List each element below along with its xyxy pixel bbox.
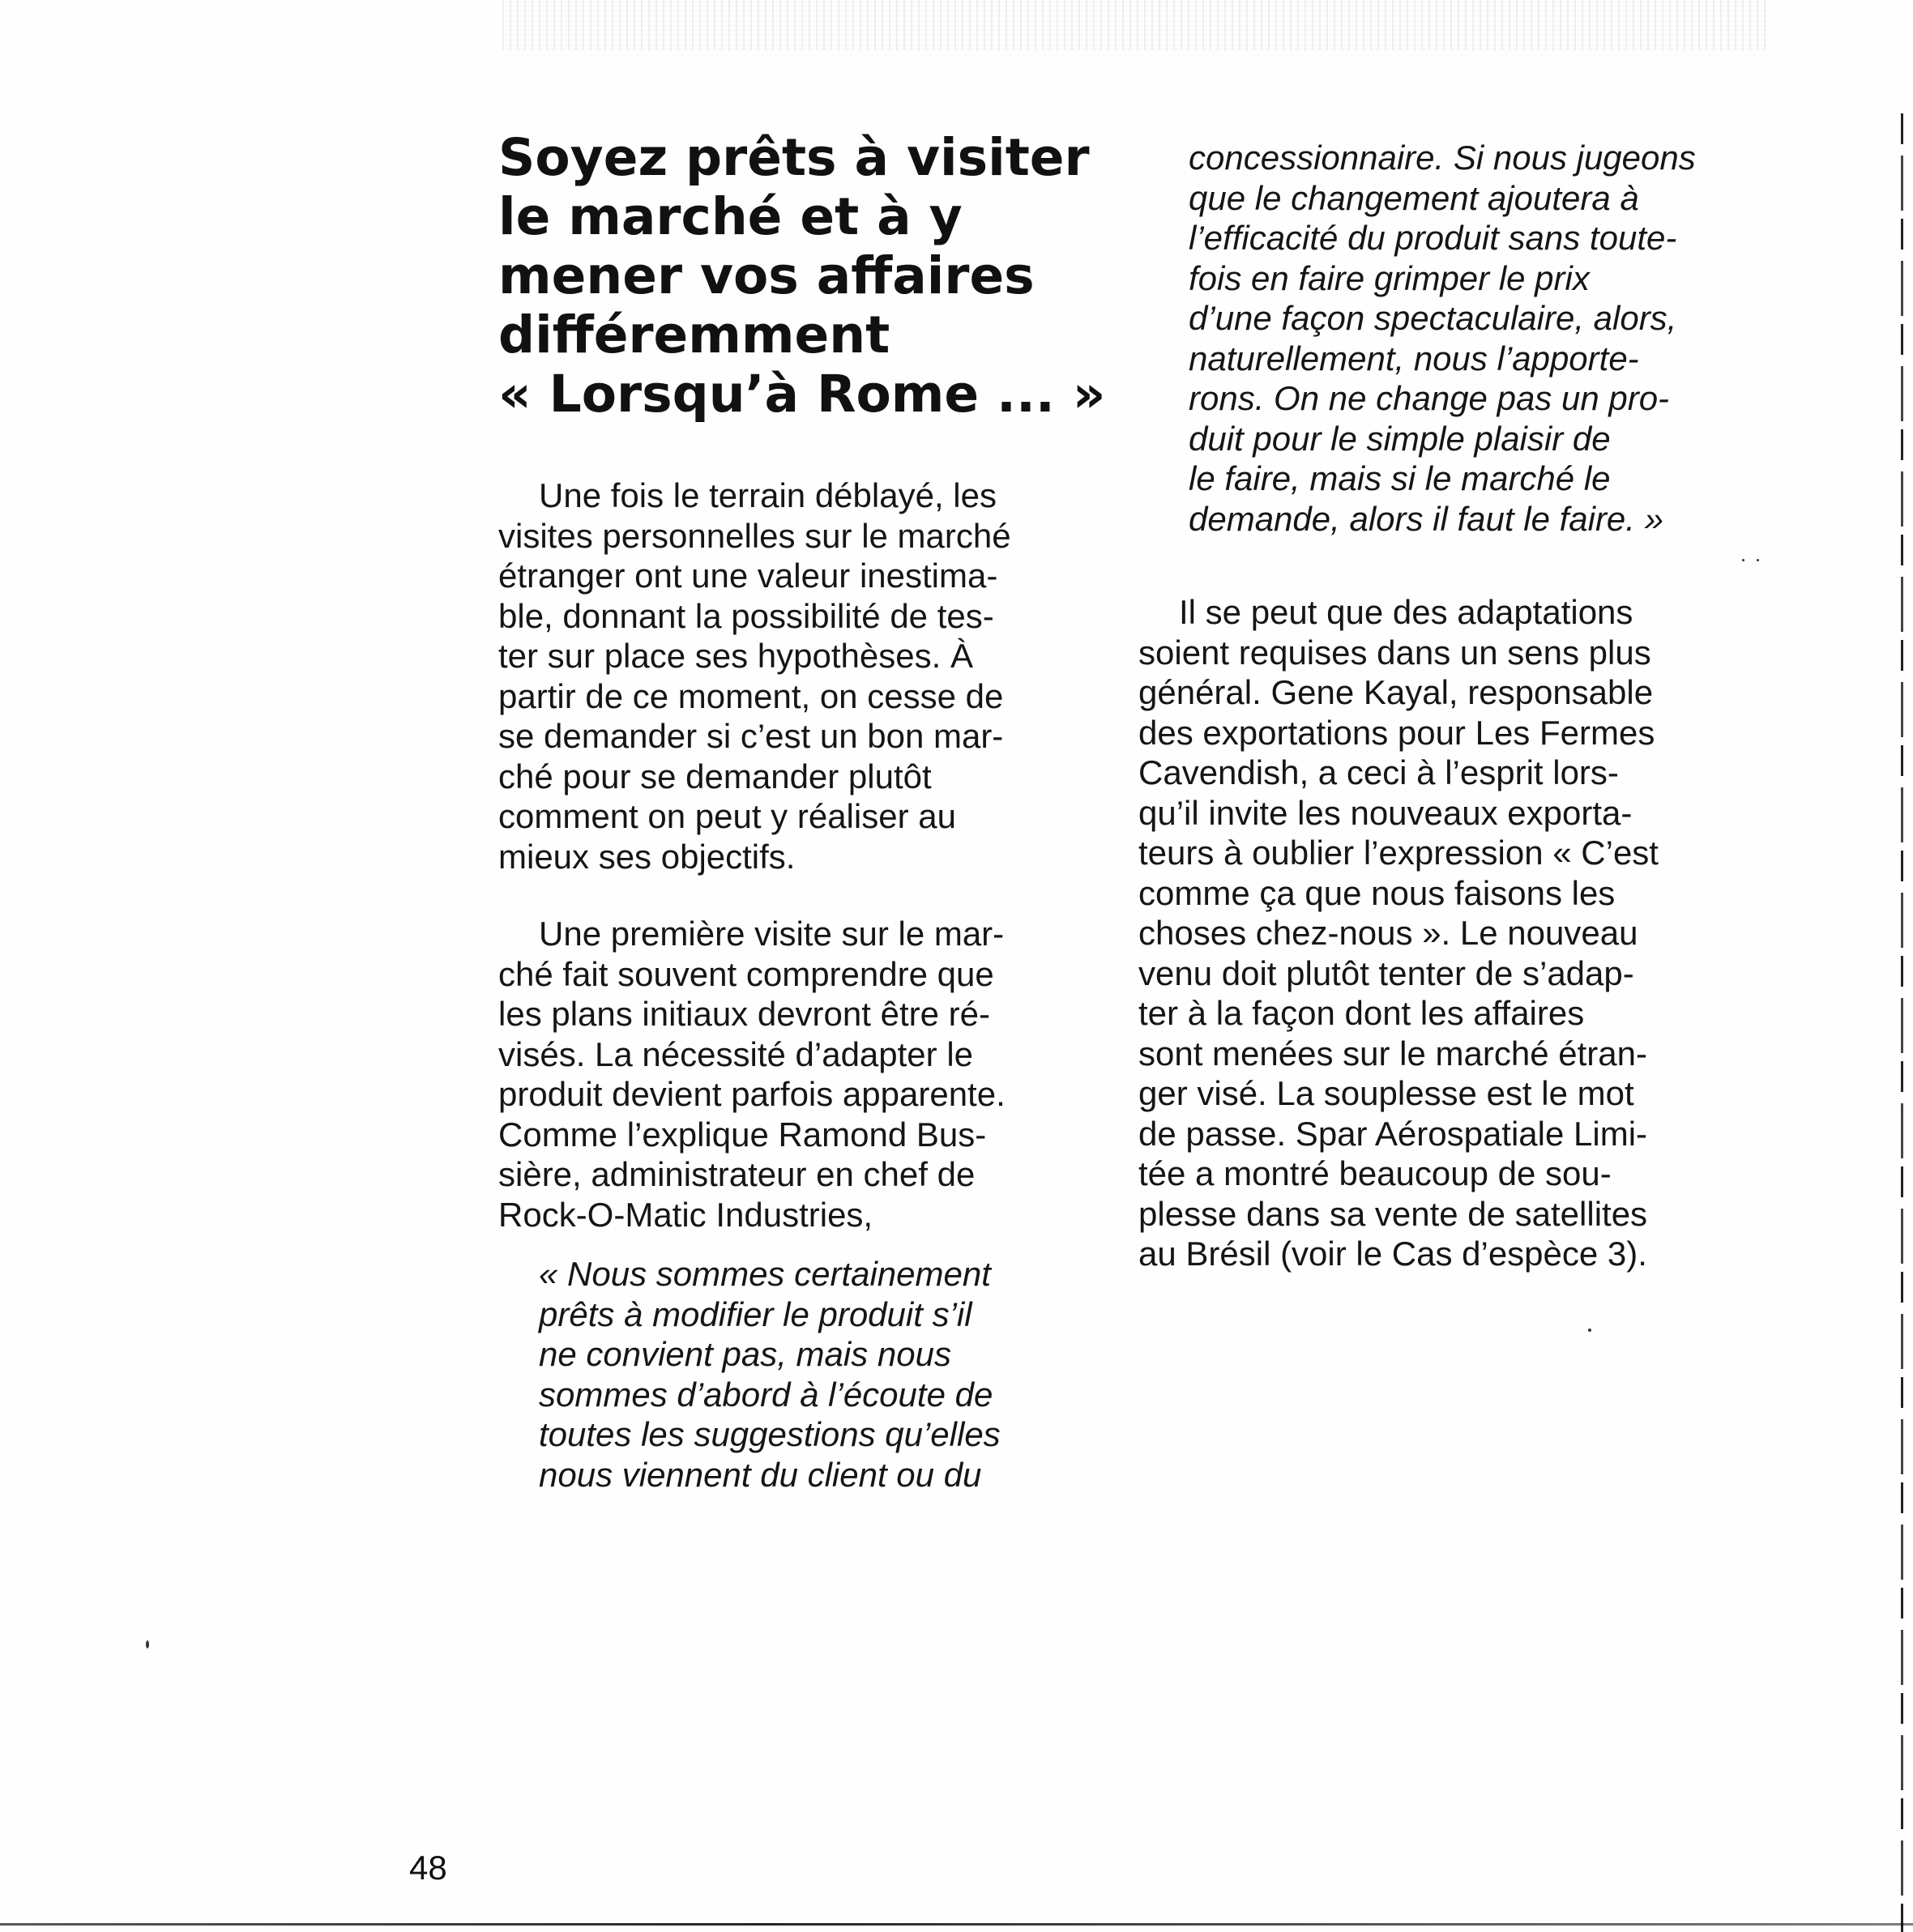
paragraph-line: sière, administrateur en chef de <box>498 1155 976 1193</box>
paragraph-line: ger visé. La souplesse est le mot <box>1138 1074 1634 1112</box>
scan-edge-bottom <box>0 1923 1913 1926</box>
quote-line: l’efficacité du produit sans toute- <box>1189 219 1677 257</box>
quote-line: rons. On ne change pas un pro- <box>1189 379 1670 417</box>
paragraph-line: des exportations pour Les Fermes <box>1138 713 1655 752</box>
paragraph-line: ter à la façon dont les affaires <box>1138 994 1585 1032</box>
quote-line: ne convient pas, mais nous <box>539 1335 951 1373</box>
quote-line: demande, alors il faut le faire. » <box>1189 499 1663 538</box>
paragraph-line: comme ça que nous faisons les <box>1138 873 1616 912</box>
headline-line: mener vos affaires <box>498 246 1035 305</box>
paragraph-line: ché pour se demander plutôt <box>498 757 932 795</box>
paragraph-line: ble, donnant la possibilité de tes- <box>498 596 994 635</box>
paragraph-line: plesse dans sa vente de satellites <box>1138 1194 1648 1233</box>
paragraph-line: se demander si c’est un bon mar- <box>498 717 1004 755</box>
headline-line: Soyez prêts à visiter <box>498 128 1090 187</box>
paragraph-line: ter sur place ses hypothèses. À <box>498 637 973 675</box>
paragraph-line: Cavendish, a ceci à l’esprit lors- <box>1138 753 1619 791</box>
quote-line: toutes les suggestions qu’elles <box>539 1415 1001 1453</box>
paragraph-line: qu’il invite les nouveaux exporta- <box>1138 793 1633 832</box>
paragraph-line: produit devient parfois apparente. <box>498 1075 1006 1113</box>
article-headline <box>498 128 1106 424</box>
quote-line: « Nous sommes certainement <box>539 1255 991 1293</box>
headline-line: différemment <box>498 305 890 365</box>
scan-speck <box>1588 1329 1591 1332</box>
quote-line: concessionnaire. Si nous jugeons <box>1189 139 1696 177</box>
paragraph-1 <box>498 476 1098 876</box>
paragraph-line: Comme l’explique Ramond Bus- <box>498 1115 987 1154</box>
paragraph-line: mieux ses objectifs. <box>498 837 796 876</box>
paragraph-line: les plans initiaux devront être ré- <box>498 995 990 1033</box>
paragraph-line: au Brésil (voir le Cas d’espèce 3). <box>1138 1235 1647 1273</box>
quote-line: nous viennent du client ou du <box>539 1455 982 1494</box>
headline-line: le marché et à y <box>498 187 963 246</box>
paragraph-line: Rock-O-Matic Industries, <box>498 1195 873 1234</box>
paragraph-line: général. Gene Kayal, responsable <box>1138 673 1654 711</box>
paragraph-line: sont menées sur le marché étran- <box>1138 1034 1647 1073</box>
headline-line: « Lorsqu’à Rome ... » <box>498 365 1106 424</box>
quote-line: naturellement, nous l’apporte- <box>1189 339 1639 377</box>
quote-line: que le changement ajoutera à <box>1189 178 1639 217</box>
paragraph-line: ché fait souvent comprendre que <box>498 954 994 993</box>
paragraph-line: Une fois le terrain déblayé, les <box>539 476 997 514</box>
scan-speck <box>146 1640 149 1648</box>
paragraph-line: venu doit plutôt tenter de s’adap- <box>1138 953 1634 992</box>
paragraph-3 <box>1138 592 1778 1274</box>
right-column <box>1138 138 1778 1274</box>
paragraph-line: partir de ce moment, on cesse de <box>498 676 1004 715</box>
left-column <box>498 128 1106 1495</box>
quote-line: duit pour le simple plaisir de <box>1189 419 1611 458</box>
paragraph-line: Il se peut que des adaptations <box>1179 593 1633 631</box>
quote-line: d’une façon spectaculaire, alors, <box>1189 299 1677 337</box>
page-number: 48 <box>409 1849 447 1887</box>
paragraph-line: de passe. Spar Aérospatiale Limi- <box>1138 1114 1648 1153</box>
paragraph-line: visés. La nécessité d’adapter le <box>498 1034 974 1073</box>
scan-edge-right <box>1901 113 1903 1932</box>
paragraph-line: choses chez-nous ». Le nouveau <box>1138 914 1638 952</box>
quote-line: fois en faire grimper le prix <box>1189 258 1590 297</box>
quote-line: le faire, mais si le marché le <box>1189 459 1611 497</box>
quote-right <box>1138 138 1778 539</box>
quote-line: sommes d’abord à l’écoute de <box>539 1375 993 1414</box>
quote-left <box>498 1254 1098 1495</box>
paragraph-line: soient requises dans un sens plus <box>1138 633 1651 672</box>
scan-noise-top <box>502 0 1766 50</box>
paragraph-line: tée a montré beaucoup de sou- <box>1138 1154 1612 1192</box>
quote-line: prêts à modifier le produit s’il <box>539 1294 972 1333</box>
paragraph-line: Une première visite sur le mar- <box>539 915 1005 953</box>
paragraph-line: teurs à oublier l’expression « C’est <box>1138 834 1659 872</box>
paragraph-line: comment on peut y réaliser au <box>498 797 956 835</box>
paragraph-line: étranger ont une valeur inestima- <box>498 557 998 595</box>
paragraph-line: visites personnelles sur le marché <box>498 516 1011 555</box>
paragraph-2 <box>498 914 1098 1235</box>
